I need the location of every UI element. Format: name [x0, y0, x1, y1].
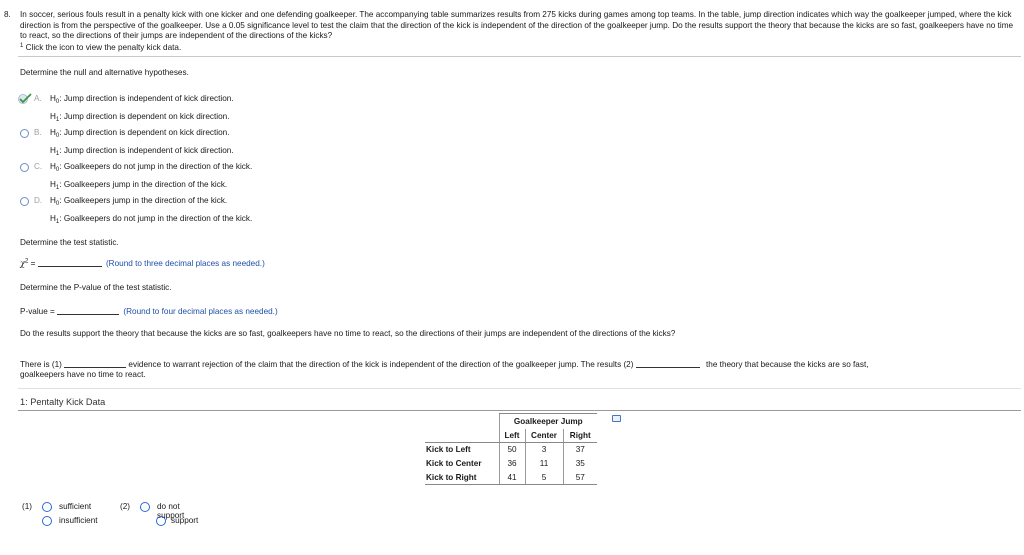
dropdown-2[interactable]	[636, 359, 700, 368]
radio-support[interactable]	[156, 516, 166, 526]
copy-data-icon[interactable]	[612, 415, 621, 422]
h1-colon: :	[59, 145, 62, 155]
table-cell: 57	[563, 471, 597, 485]
test-stat-input[interactable]	[38, 258, 102, 267]
h1-symbol: H	[50, 145, 56, 155]
radio-insufficient[interactable]	[42, 516, 52, 526]
option-letter: A.	[34, 94, 42, 103]
radio-button[interactable]	[20, 197, 29, 206]
h1-subscript: 1	[55, 116, 60, 123]
test-stat-hint: (Round to three decimal places as needed.)	[105, 259, 265, 268]
col-header-center: Center	[525, 429, 563, 443]
answer-group-2-label: (2)	[120, 502, 131, 511]
h0-subscript: 0	[55, 167, 60, 173]
test-stat-prompt: Determine the test statistic.	[20, 238, 119, 247]
row-label: Kick to Right	[425, 471, 499, 485]
option-sufficient[interactable]: sufficient	[59, 502, 92, 511]
h0-line	[50, 92, 234, 110]
h1-text: Jump direction is dependent on kick direction.	[63, 111, 230, 121]
divider	[18, 56, 1021, 57]
table-cell: 41	[499, 471, 525, 485]
table-cell: 3	[525, 443, 563, 457]
h1-subscript: 1	[55, 150, 60, 157]
h1-symbol: H	[50, 213, 56, 223]
conclusion-part4: goalkeepers have no time to react.	[20, 370, 146, 379]
row-label: Kick to Center	[426, 459, 482, 468]
option-do-not-support[interactable]: do not support	[157, 502, 185, 520]
hypotheses-prompt: Determine the null and alternative hypotheses.	[20, 68, 189, 77]
col-header-left: Left	[499, 429, 525, 443]
option-support[interactable]: support	[171, 516, 199, 525]
table-cell: 5	[525, 471, 563, 485]
h0-text: Goalkeepers jump in the direction of the kick.	[63, 196, 228, 205]
table-row	[425, 471, 597, 485]
h0-text: Goalkeepers do not jump in the direction of the kick.	[63, 162, 253, 171]
h1-colon: :	[59, 111, 62, 121]
option-letter: C.	[34, 162, 43, 171]
h1-text: Goalkeepers jump in the direction of the kick.	[63, 179, 228, 189]
conclusion-prompt: Do the results support the theory that because the kicks are so fast, goalkeepers have no time to react, so the directions of their jumps are independent of the directions of the kicks?	[20, 329, 676, 338]
table-cell: 37	[563, 443, 597, 457]
conclusion-part1: There is (1)	[20, 360, 62, 369]
pvalue-row	[20, 306, 278, 316]
chi-symbol: χ	[20, 258, 25, 268]
pvalue-input[interactable]	[57, 306, 119, 315]
section-divider	[18, 388, 1021, 389]
h0-text: Jump direction is independent of kick direction.	[63, 94, 234, 103]
row-label: Kick to Left	[425, 443, 499, 457]
h0-symbol: H	[50, 128, 56, 137]
h1-symbol: H	[50, 111, 56, 121]
h1-line	[50, 144, 234, 162]
h0-text: Jump direction is dependent on kick direction.	[63, 128, 230, 137]
question-text: In soccer, serious fouls result in a penalty kick with one kicker and one defending goalkeeper. The accompanying table summarizes results from 275 kicks during games among top teams. In the table, jump direction indicates which way the goalkeeper jumped, where the kick direction is from the perspective of the goalkeeper. Use a 0.05 significance level to test the claim that the direction of the kick is independent of the direction of the goalkeeper jump. Do the results support the theory that because the kicks are so fast, goalkeepers have no time to react, so the directions of their jumps are independent of the directions of the kicks?	[20, 10, 1014, 41]
test-stat-row	[20, 258, 265, 268]
radio-button[interactable]	[20, 163, 29, 172]
h1-subscript: 1	[55, 184, 60, 191]
data-section-title: 1: Pentalty Kick Data	[20, 397, 106, 407]
h0-colon: :	[59, 196, 62, 205]
h0-line	[50, 194, 252, 212]
radio-sufficient[interactable]	[42, 502, 52, 512]
h1-text: Jump direction is independent of kick direction.	[63, 145, 234, 155]
h0-line	[50, 126, 234, 144]
h1-colon: :	[59, 213, 62, 223]
h0-subscript: 0	[55, 201, 60, 207]
h1-colon: :	[59, 179, 62, 189]
h1-line	[50, 110, 234, 128]
table-cell: 36	[499, 457, 525, 471]
equals-sign: =	[30, 259, 36, 268]
table-row	[425, 457, 597, 471]
dropdown-1[interactable]	[64, 359, 126, 368]
chi-exp: 2	[24, 258, 29, 265]
h0-line	[50, 160, 252, 178]
option-letter: D.	[34, 196, 43, 205]
h0-colon: :	[59, 162, 62, 171]
h1-symbol: H	[50, 179, 56, 189]
option-hypotheses	[50, 194, 252, 229]
h1-text: Goalkeepers do not jump in the direction of the kick.	[63, 213, 253, 223]
option-hypotheses	[50, 126, 234, 161]
h0-colon: :	[59, 94, 62, 103]
pvalue-prompt: Determine the P-value of the test statistic.	[20, 283, 172, 292]
footnote-text: Click the icon to view the penalty kick data.	[25, 43, 182, 52]
pvalue-hint: (Round to four decimal places as needed.)	[123, 307, 278, 316]
h0-symbol: H	[50, 196, 56, 205]
option-letter: B.	[34, 128, 42, 137]
h0-symbol: H	[50, 162, 56, 171]
group-header: Goalkeeper Jump	[499, 414, 597, 429]
col-header-right: Right	[563, 429, 597, 443]
h1-line	[50, 178, 252, 196]
checkmark-icon	[18, 93, 32, 105]
h0-subscript: 0	[55, 133, 60, 139]
option-insufficient[interactable]: insufficient	[59, 516, 98, 525]
section-title-rule	[18, 410, 1021, 411]
footnote[interactable]	[20, 43, 181, 52]
question-number: 8.	[4, 10, 11, 19]
option-hypotheses	[50, 92, 234, 127]
conclusion-part3: the theory that because the kicks are so fast,	[706, 360, 869, 369]
penalty-kick-table	[425, 413, 597, 485]
h0-symbol: H	[50, 94, 56, 103]
answer-group-1-label: (1)	[22, 502, 33, 511]
h1-subscript: 1	[55, 218, 60, 225]
pvalue-label: P-value =	[20, 307, 55, 316]
h0-colon: :	[59, 128, 62, 137]
footnote-mark: 1	[20, 43, 24, 49]
table-cell: 50	[499, 443, 525, 457]
table-cell: 11	[525, 457, 563, 471]
table-row	[425, 443, 597, 457]
table-cell: 35	[563, 457, 597, 471]
radio-button[interactable]	[20, 129, 29, 138]
h0-subscript: 0	[55, 99, 60, 105]
radio-do-not-support[interactable]	[140, 502, 150, 512]
h1-line	[50, 212, 252, 230]
conclusion-part2: evidence to warrant rejection of the claim that the direction of the kick is independent of the direction of the goalkeeper jump. The results (2)	[128, 360, 634, 369]
option-hypotheses	[50, 160, 252, 195]
conclusion-line	[20, 359, 869, 369]
